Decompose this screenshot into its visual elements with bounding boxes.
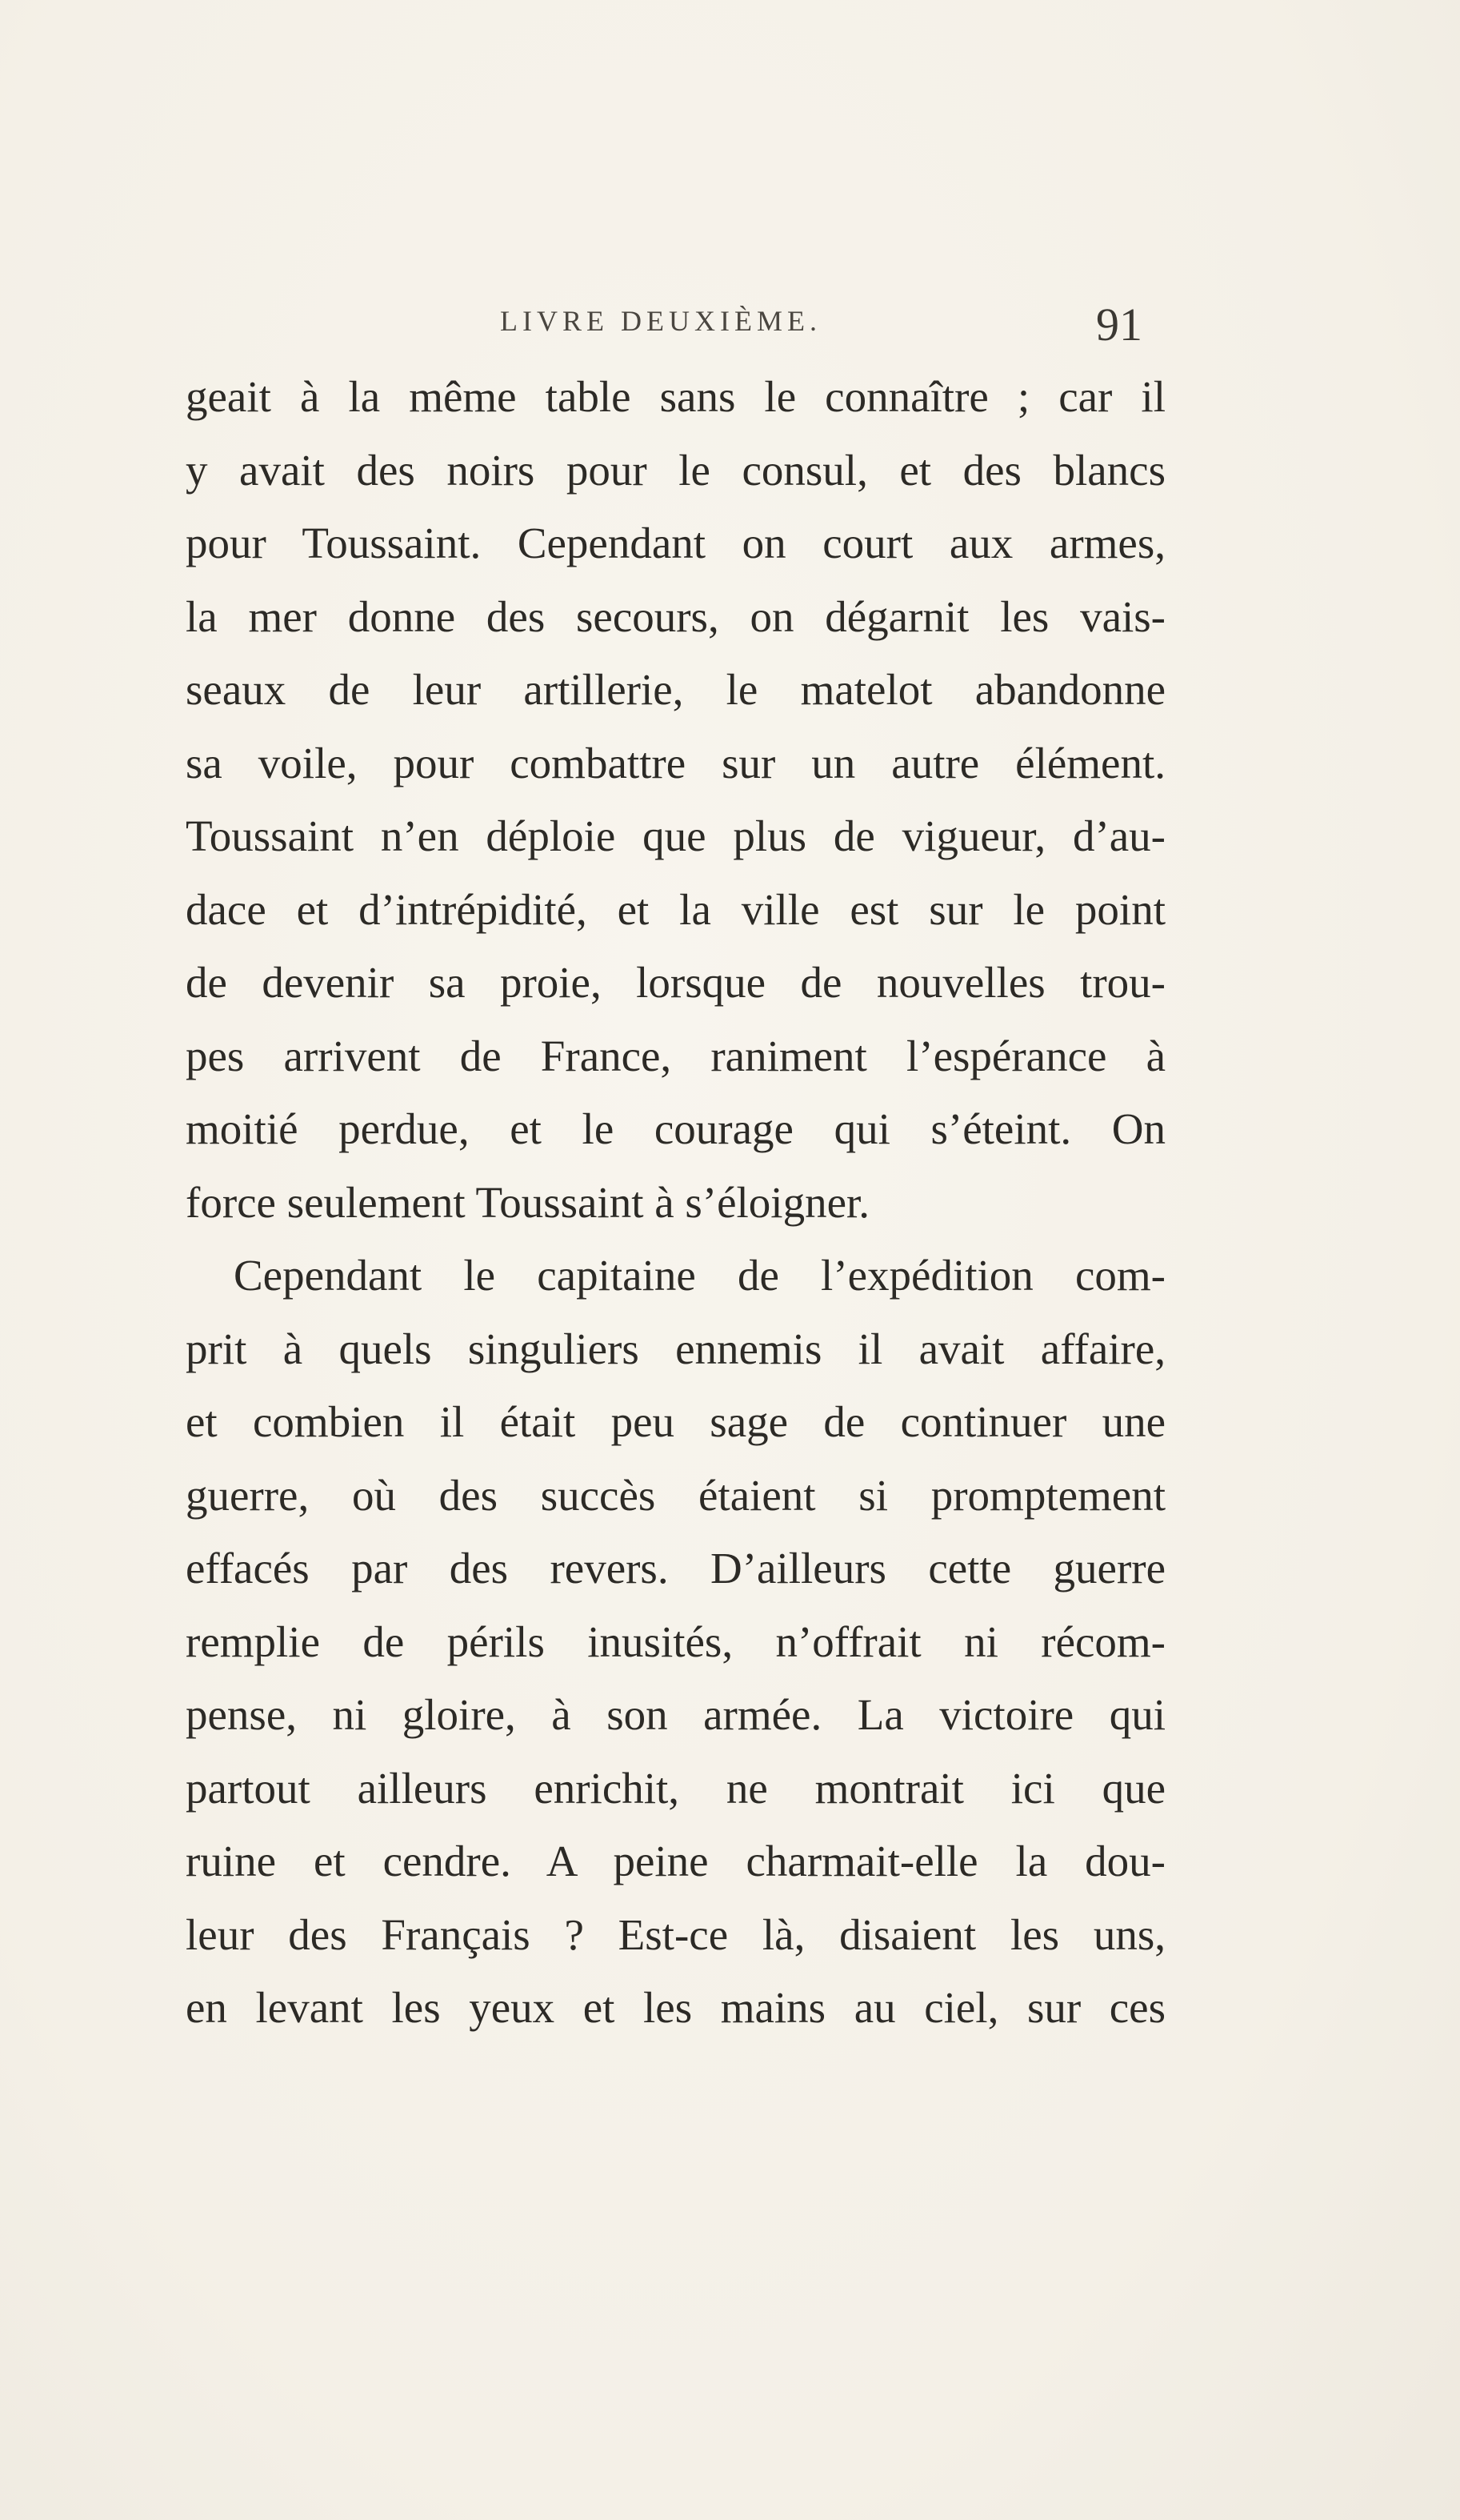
- text-line: guerre, où des succès étaient si promptement: [186, 1470, 1166, 1520]
- text-line: Toussaint n’en déploie que plus de vigueur, d’au-: [186, 811, 1166, 860]
- text-line: effacés par des revers. D’ailleurs cette guerre: [186, 1544, 1166, 1593]
- text-line: de devenir sa proie, lorsque de nouvelles trou-: [186, 958, 1166, 1007]
- text-line: pour Toussaint. Cependant on court aux armes,: [186, 519, 1166, 567]
- text-line: Cependant le capitaine de l’expédition com-: [234, 1251, 1166, 1300]
- text-line: dace et d’intrépidité, et la ville est sur le point: [186, 884, 1166, 934]
- text-line: prit à quels singuliers ennemis il avait affaire,: [186, 1324, 1166, 1373]
- text-line: seaux de leur artillerie, le matelot abandonne: [186, 665, 1166, 714]
- text-line: geait à la même table sans le connaître ; car il: [186, 372, 1166, 421]
- text-line: moitié perdue, et le courage qui s’éteint. On: [186, 1104, 1166, 1153]
- page-number: 91: [1096, 298, 1142, 351]
- text-line: remplie de périls inusités, n’offrait ni récom-: [186, 1617, 1166, 1666]
- body-text: [186, 360, 1166, 2045]
- running-title: LIVRE DEUXIÈME.: [500, 305, 822, 337]
- text-line: ruine et cendre. A peine charmait-elle la dou-: [186, 1837, 1166, 1885]
- text-line: force seulement Toussaint à s’éloigner.: [186, 1177, 870, 1227]
- text-line: leur des Français ? Est-ce là, disaient les uns,: [186, 1909, 1166, 1959]
- running-head: [0, 298, 1460, 354]
- text-line: la mer donne des secours, on dégarnit les vais-: [186, 591, 1166, 641]
- text-line: partout ailleurs enrichit, ne montrait ici que: [186, 1763, 1166, 1813]
- text-line: y avait des noirs pour le consul, et des blancs: [186, 445, 1166, 495]
- text-line: pes arrivent de France, raniment l’espérance à: [186, 1031, 1166, 1080]
- text-line: en levant les yeux et les mains au ciel, sur ces: [186, 1983, 1166, 2032]
- text-line: sa voile, pour combattre sur un autre élément.: [186, 738, 1166, 787]
- text-line: pense, ni gloire, à son armée. La victoire qui: [186, 1690, 1166, 1739]
- text-line: et combien il était peu sage de continuer une: [186, 1397, 1166, 1446]
